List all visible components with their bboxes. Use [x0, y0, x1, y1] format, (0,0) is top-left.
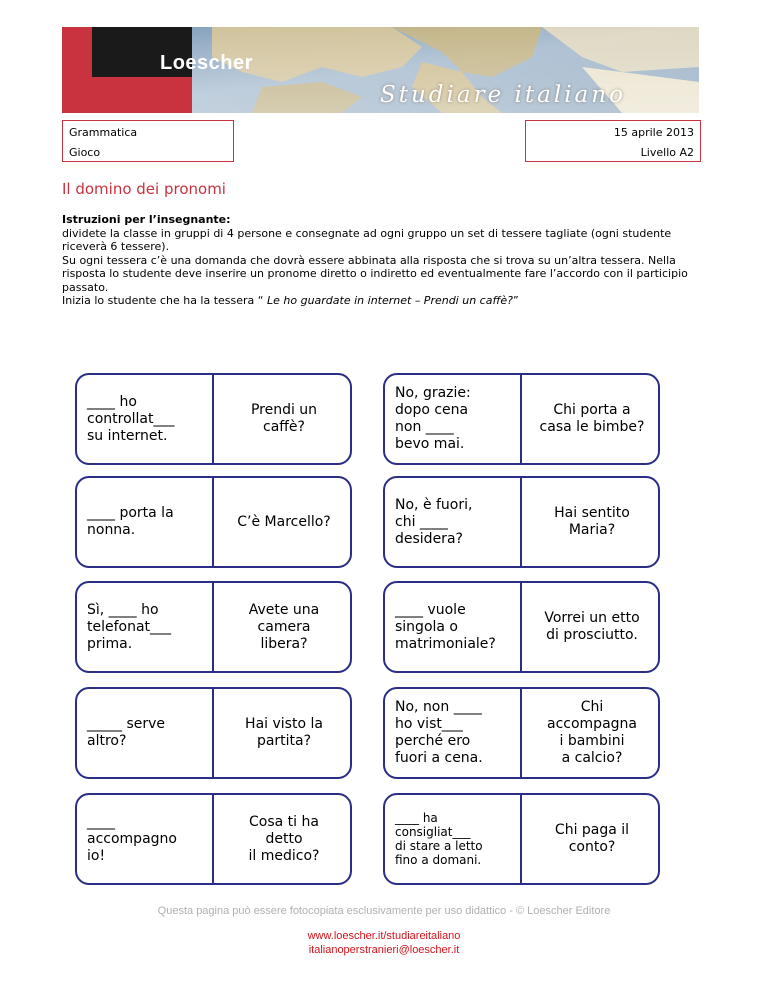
tile-divider [520, 375, 522, 463]
tile-question: Chi accompagna i bambini a calcio? [547, 699, 637, 766]
tile-divider [212, 375, 214, 463]
instructions-start-tile: Le ho guardate in internet – Prendi un caffè? [267, 294, 514, 307]
tile-divider [520, 478, 522, 566]
domino-tile [75, 793, 352, 885]
tile-divider [212, 478, 214, 566]
domino-tile [383, 476, 660, 568]
tile-answer: ____ vuole singola o matrimoniale? [395, 601, 496, 652]
instructions-line-1: dividete la classe in gruppi di 4 persone e consegnate ad ogni gruppo un set di tessere tagliate (ogni studente riceverà 6 tessere). [62, 226, 672, 253]
tile-question: Chi paga il conto? [554, 822, 630, 855]
tile-question: Avete una camera libera? [248, 601, 320, 652]
tile-divider [212, 689, 214, 777]
tile-answer: No, è fuori, chi ____ desidera? [395, 496, 473, 547]
tile-question: Vorrei un etto di prosciutto. [544, 610, 640, 643]
tile-answer: Sì, ____ ho telefonat___ prima. [87, 601, 172, 652]
tile-question: Chi porta a casa le bimbe? [539, 402, 645, 435]
copyright-note: Questa pagina può essere fotocopiata esclusivamente per uso didattico - © Loescher Editore [157, 905, 611, 917]
domino-tile [383, 793, 660, 885]
page-title: Il domino dei pronomi [62, 180, 226, 198]
website-link[interactable]: www.loescher.it/studiareitaliano [307, 930, 461, 942]
tile-question: Hai visto la partita? [245, 716, 323, 749]
meta-category: Grammatica [69, 126, 138, 139]
tile-divider [520, 583, 522, 671]
instructions-heading: Istruzioni per l’insegnante: [62, 213, 231, 226]
tile-answer: ____ ho controllat___ su internet. [87, 393, 175, 444]
tile-divider [520, 689, 522, 777]
domino-tile [383, 581, 660, 673]
meta-type: Gioco [69, 146, 101, 159]
tile-answer: No, grazie: dopo cena non ____ bevo mai. [395, 385, 471, 452]
brand-logo-text: Loescher [160, 52, 253, 74]
meta-level: Livello A2 [640, 146, 694, 159]
meta-right-box [525, 120, 701, 162]
domino-tile [383, 687, 660, 779]
tile-question: Hai sentito Maria? [554, 505, 630, 538]
instructions-line-3-prefix: Inizia lo studente che ha la tessera “ [62, 294, 267, 307]
tile-divider [212, 795, 214, 883]
tile-answer: _____ serve altro? [87, 716, 166, 749]
instructions-line-3 [62, 294, 702, 308]
header-banner [62, 27, 699, 113]
tile-answer: ____ accompagno io! [87, 813, 177, 864]
tile-answer: ____ porta la nonna. [87, 505, 174, 538]
tile-question: Prendi un caffè? [250, 402, 318, 435]
tile-question: Cosa ti ha detto il medico? [248, 813, 320, 864]
email-link[interactable]: italianoperstranieri@loescher.it [308, 944, 460, 956]
domino-tile [75, 581, 352, 673]
banner-tagline: Studiare italiano [380, 82, 626, 108]
meta-left-box [62, 120, 234, 162]
domino-tile [383, 373, 660, 465]
tile-divider [520, 795, 522, 883]
domino-tile [75, 476, 352, 568]
teacher-instructions [62, 213, 702, 308]
tile-answer: No, non ____ ho vist___ perché ero fuori a cena. [395, 699, 483, 766]
domino-tile [75, 687, 352, 779]
meta-date: 15 aprile 2013 [613, 126, 694, 139]
tile-answer: ____ ha consigliat___ di stare a letto fino a domani. [395, 811, 483, 867]
instructions-line-2: Su ogni tessera c’è una domanda che dovrà essere abbinata alla risposta che si trova su un’altra tessera. Nella risposta lo studente deve inserire un pronome diretto o indiretto ed eventualmente fare l’accordo con il participio passato. [62, 253, 688, 294]
domino-tile [75, 373, 352, 465]
tile-question: C’è Marcello? [237, 513, 331, 530]
instructions-line-3-suffix: ” [513, 294, 519, 307]
footer-contacts [0, 929, 768, 957]
tile-divider [212, 583, 214, 671]
